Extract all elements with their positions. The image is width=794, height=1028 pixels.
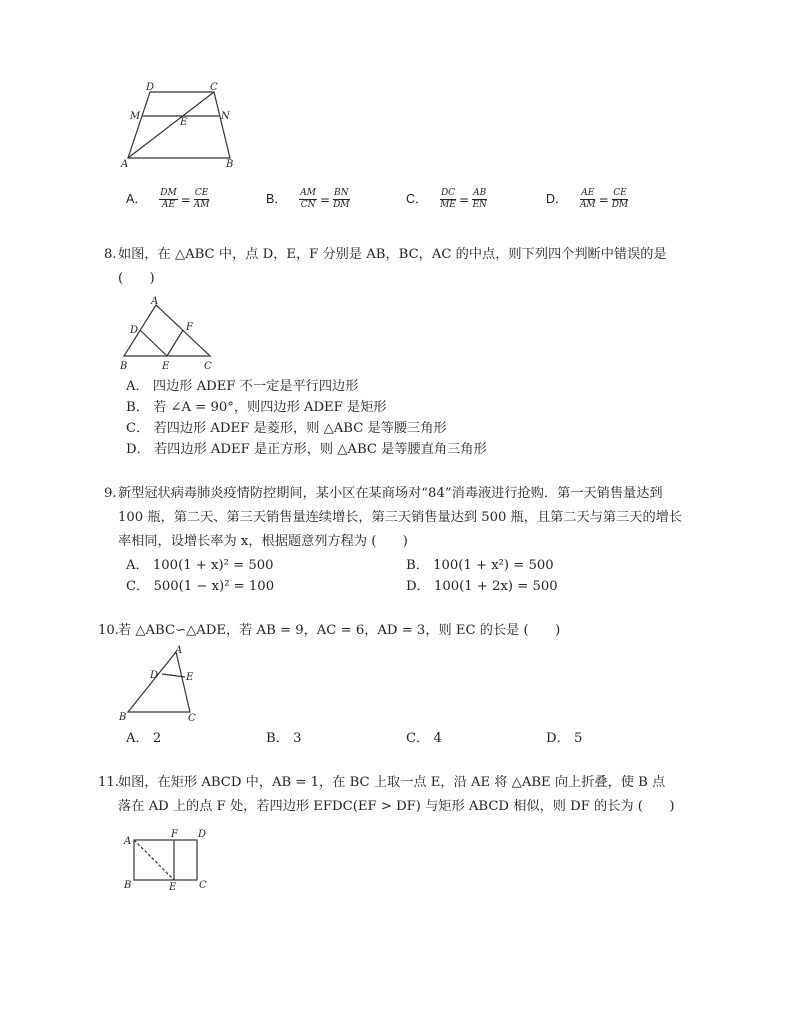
- q11-line2: 落在 AD 上的点 F 处，若四边形 EFDC(EF > DF) 与矩形 ABCD 相似，则 DF 的长为 ( ): [118, 799, 675, 814]
- q11-label-c: C: [199, 880, 207, 891]
- q7-option-b-label: B．: [266, 192, 287, 206]
- q7-option-c: C． $\frac{DC}{ME}$ = $\frac{AB}{EN}$: [406, 188, 487, 210]
- q7-option-a-label: A．: [126, 192, 147, 206]
- q11-label-d: D: [198, 829, 207, 840]
- q7-label-c: C: [210, 82, 218, 93]
- q7-option-a-frac1: $\frac{DM}{AE}$: [160, 188, 177, 210]
- q9-number: 9.: [104, 486, 117, 501]
- q7-label-n: N: [221, 111, 230, 122]
- q8-segment-de: [140, 330, 167, 356]
- q8-option-a: A． 四边形 ADEF 不一定是平行四边形: [126, 379, 359, 394]
- q8-stem-line2: ( ): [118, 271, 155, 286]
- q11-line1: 如图，在矩形 ABCD 中，AB = 1，在 BC 上取一点 E，沿 AE 将 △ABE 向上折叠，使 B 点: [118, 775, 666, 790]
- q8-figure: [116, 294, 218, 374]
- q7-option-c-frac1: $\frac{DC}{ME}$: [440, 188, 456, 210]
- q7-diagonal-ac: [128, 92, 214, 158]
- q9-line3: 率相同，设增长率为 x，根据题意列方程为 ( ): [118, 534, 408, 549]
- q7-option-d-frac2: $\frac{CE}{DM}$: [611, 188, 629, 210]
- q10-option-a: A． 2: [126, 731, 162, 746]
- q8-label-a: A: [151, 296, 159, 307]
- q11-number: 11.: [98, 775, 119, 790]
- q7-figure: [118, 80, 248, 172]
- q8-option-c: C． 若四边形 ADEF 是菱形，则 △ABC 是等腰三角形: [126, 421, 447, 436]
- q10-number: 10.: [98, 623, 119, 638]
- q8-label-e: E: [162, 361, 170, 372]
- q7-option-d-frac1: $\frac{AE}{AM}$: [579, 188, 596, 210]
- q8-label-d: D: [130, 325, 139, 336]
- q9-line1: 新型冠状病毒肺炎疫情防控期间，某小区在某商场对“84”消毒液进行抢购．第一天销售量达到: [118, 486, 663, 501]
- q11-label-e: E: [169, 882, 177, 892]
- q9-option-d: D． 100(1 + 2x) = 500: [406, 579, 558, 594]
- q10-label-e: E: [186, 672, 194, 683]
- q10-triangle-abc: [128, 652, 190, 712]
- q8-number: 8.: [104, 247, 117, 262]
- q7-label-e: E: [180, 117, 188, 128]
- q7-option-c-label: C．: [406, 192, 428, 206]
- q11-label-f: F: [171, 829, 178, 840]
- q7-label-m: M: [130, 111, 141, 122]
- q7-option-b-frac1: $\frac{AM}{CN}$: [300, 188, 316, 210]
- q10-figure: [116, 644, 202, 726]
- q7-label-a: A: [121, 159, 129, 170]
- q8-label-f: F: [186, 322, 193, 333]
- q7-label-d: D: [146, 82, 155, 93]
- q8-stem-line1: 如图，在 △ABC 中，点 D，E，F 分别是 AB，BC，AC 的中点，则下列四个判断中错误的是: [118, 247, 667, 262]
- q8-label-c: C: [204, 361, 212, 372]
- q10-label-c: C: [188, 713, 196, 724]
- q10-label-a: A: [175, 645, 183, 656]
- q7-option-d-label: D．: [546, 192, 568, 206]
- q8-segment-ef: [167, 330, 183, 356]
- q10-option-c: C． 4: [406, 731, 442, 746]
- q10-label-d: D: [150, 670, 159, 681]
- q7-label-b: B: [226, 159, 234, 170]
- q8-option-b: B． 若 ∠A = 90°，则四边形 ADEF 是矩形: [126, 400, 387, 415]
- q7-option-a-frac2: $\frac{CE}{AM}$: [193, 188, 210, 210]
- q11-label-b: B: [124, 880, 132, 891]
- q11-rectangle-abcd: [134, 840, 197, 880]
- q9-option-b: B． 100(1 + x²) = 500: [406, 558, 554, 573]
- q11-label-a: A: [124, 836, 132, 847]
- q7-option-c-frac2: $\frac{AB}{EN}$: [472, 188, 487, 210]
- q7-option-b-frac2: $\frac{BN}{DM}$: [333, 188, 350, 210]
- q10-label-b: B: [119, 712, 127, 723]
- q7-option-b: B． $\frac{AM}{CN}$ = $\frac{BN}{DM}$: [266, 188, 350, 210]
- q11-figure: [120, 828, 212, 892]
- q9-option-c: C． 500(1 − x)² = 100: [126, 579, 275, 594]
- q7-option-a: A． $\frac{DM}{AE}$ = $\frac{CE}{AM}$: [126, 188, 210, 210]
- q10-option-b: B． 3: [266, 731, 302, 746]
- q10-option-d: D． 5: [546, 731, 583, 746]
- q11-fold-ae: [134, 840, 174, 880]
- q8-option-d: D． 若四边形 ADEF 是正方形，则 △ABC 是等腰直角三角形: [126, 442, 487, 457]
- q8-label-b: B: [120, 361, 128, 372]
- q7-option-d: D． $\frac{AE}{AM}$ = $\frac{CE}{DM}$: [546, 188, 629, 210]
- q9-line2: 100 瓶，第二天、第三天销售量连续增长，第三天销售量达到 500 瓶，且第二天与第三天的增长: [118, 510, 683, 525]
- q9-option-a: A． 100(1 + x)² = 500: [126, 558, 274, 573]
- q10-stem: 若 △ABC∽△ADE，若 AB = 9，AC = 6，AD = 3，则 EC 的长是 ( ): [118, 623, 561, 638]
- q7-trapezoid: [128, 92, 230, 158]
